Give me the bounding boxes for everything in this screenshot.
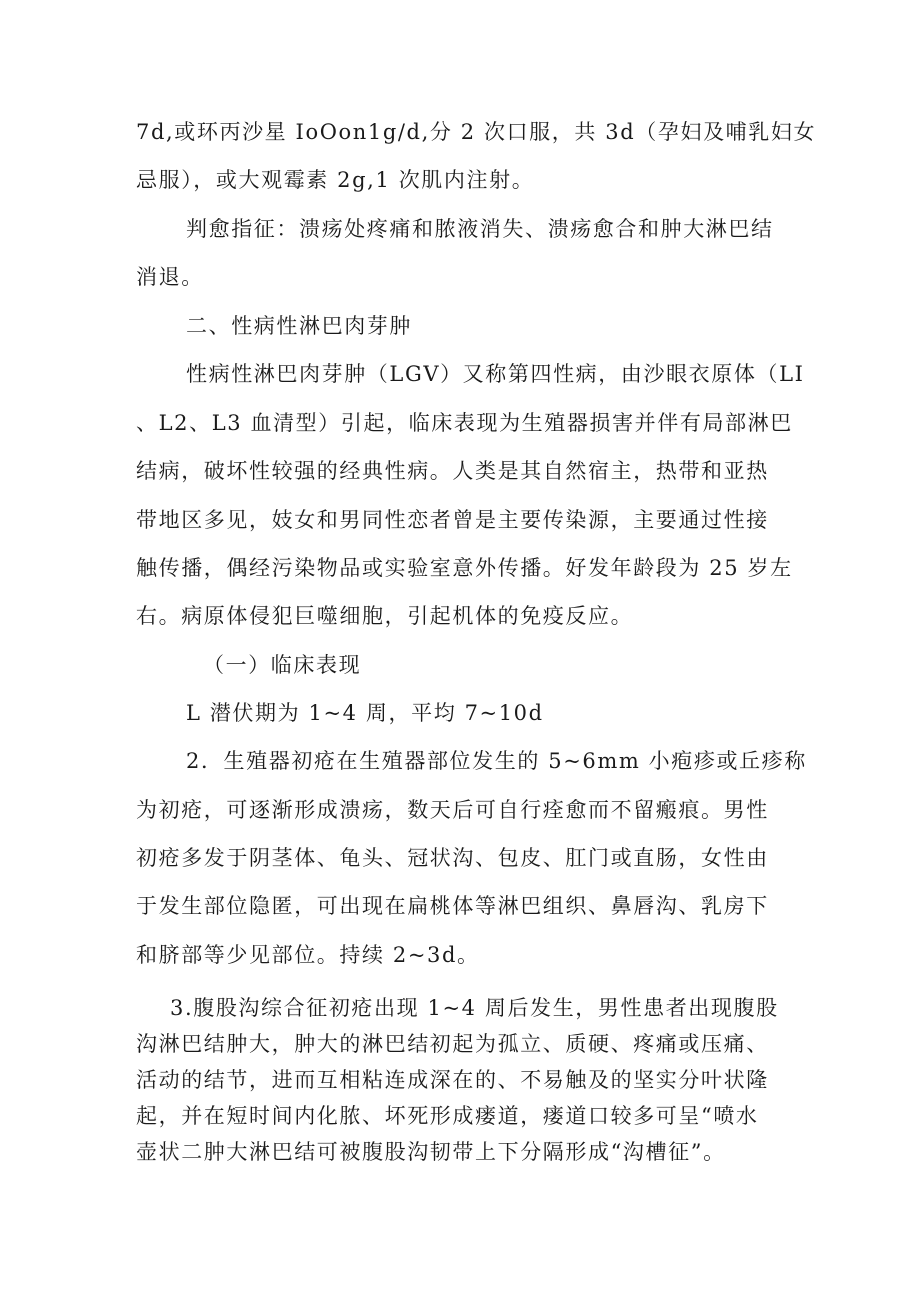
text-line: 活动的结节，进而互相粘连成深在的、不易触及的坚实分叶状隆 [136,1068,769,1092]
text-line: 3.腹股沟综合征初疮出现 1~4 周后发生，男性患者出现腹股 [170,996,779,1020]
text-line: 消退。 [136,265,204,289]
text-line: 沟淋巴结肿大，肿大的淋巴结初起为孤立、质硬、疼痛或压痛、 [136,1032,769,1056]
subsection-heading: （一）临床表现 [203,653,362,677]
text-line: 和脐部等少见部位。持续 2~3d。 [136,943,480,967]
text-line: 性病性淋巴肉芽肿（LGV）又称第四性病，由沙眼衣原体（LI [186,362,805,386]
text-line: 结病，破坏性较强的经典性病。人类是其自然宿主，热带和亚热 [136,459,769,483]
text-line: 起，并在短时间内化脓、坏死形成瘘道，瘘道口较多可呈“喷水 [136,1104,759,1128]
text-line: 触传播，偶经污染物品或实验室意外传播。好发年龄段为 25 岁左 [136,556,793,580]
text-line: 为初疮，可逐渐形成溃疡，数天后可自行痊愈而不留瘢痕。男性 [136,798,769,822]
text-line: 壶状二肿大淋巴结可被腹股沟韧带上下分隔形成“沟槽征”。 [136,1140,726,1164]
text-line: 7d,或环丙沙星 IoOon1g/d,分 2 次口服，共 3d（孕妇及哺乳妇女 [136,120,817,144]
text-line: L 潜伏期为 1~4 周，平均 7~10d [186,701,544,725]
text-line: 、L2、L3 血清型）引起，临床表现为生殖器损害并伴有局部淋巴 [136,411,793,435]
text-line: 初疮多发于阴茎体、龟头、冠状沟、包皮、肛门或直肠，女性由 [136,846,769,870]
text-line: 右。病原体侵犯巨噬细胞，引起机体的免疫反应。 [136,604,634,628]
text-line: 判愈指征：溃疡处疼痛和脓液消失、溃疡愈合和肿大淋巴结 [186,217,774,241]
text-line: 2．生殖器初疮在生殖器部位发生的 5~6mm 小疱疹或丘疹称 [186,749,807,773]
section-heading: 二、性病性淋巴肉芽肿 [186,314,412,338]
text-line: 忌服），或大观霉素 2g,1 次肌内注射。 [136,168,535,192]
text-line: 于发生部位隐匿，可出现在扁桃体等淋巴组织、鼻唇沟、乳房下 [136,894,769,918]
text-line: 带地区多见，妓女和男同性恋者曾是主要传染源，主要通过性接 [136,508,769,532]
